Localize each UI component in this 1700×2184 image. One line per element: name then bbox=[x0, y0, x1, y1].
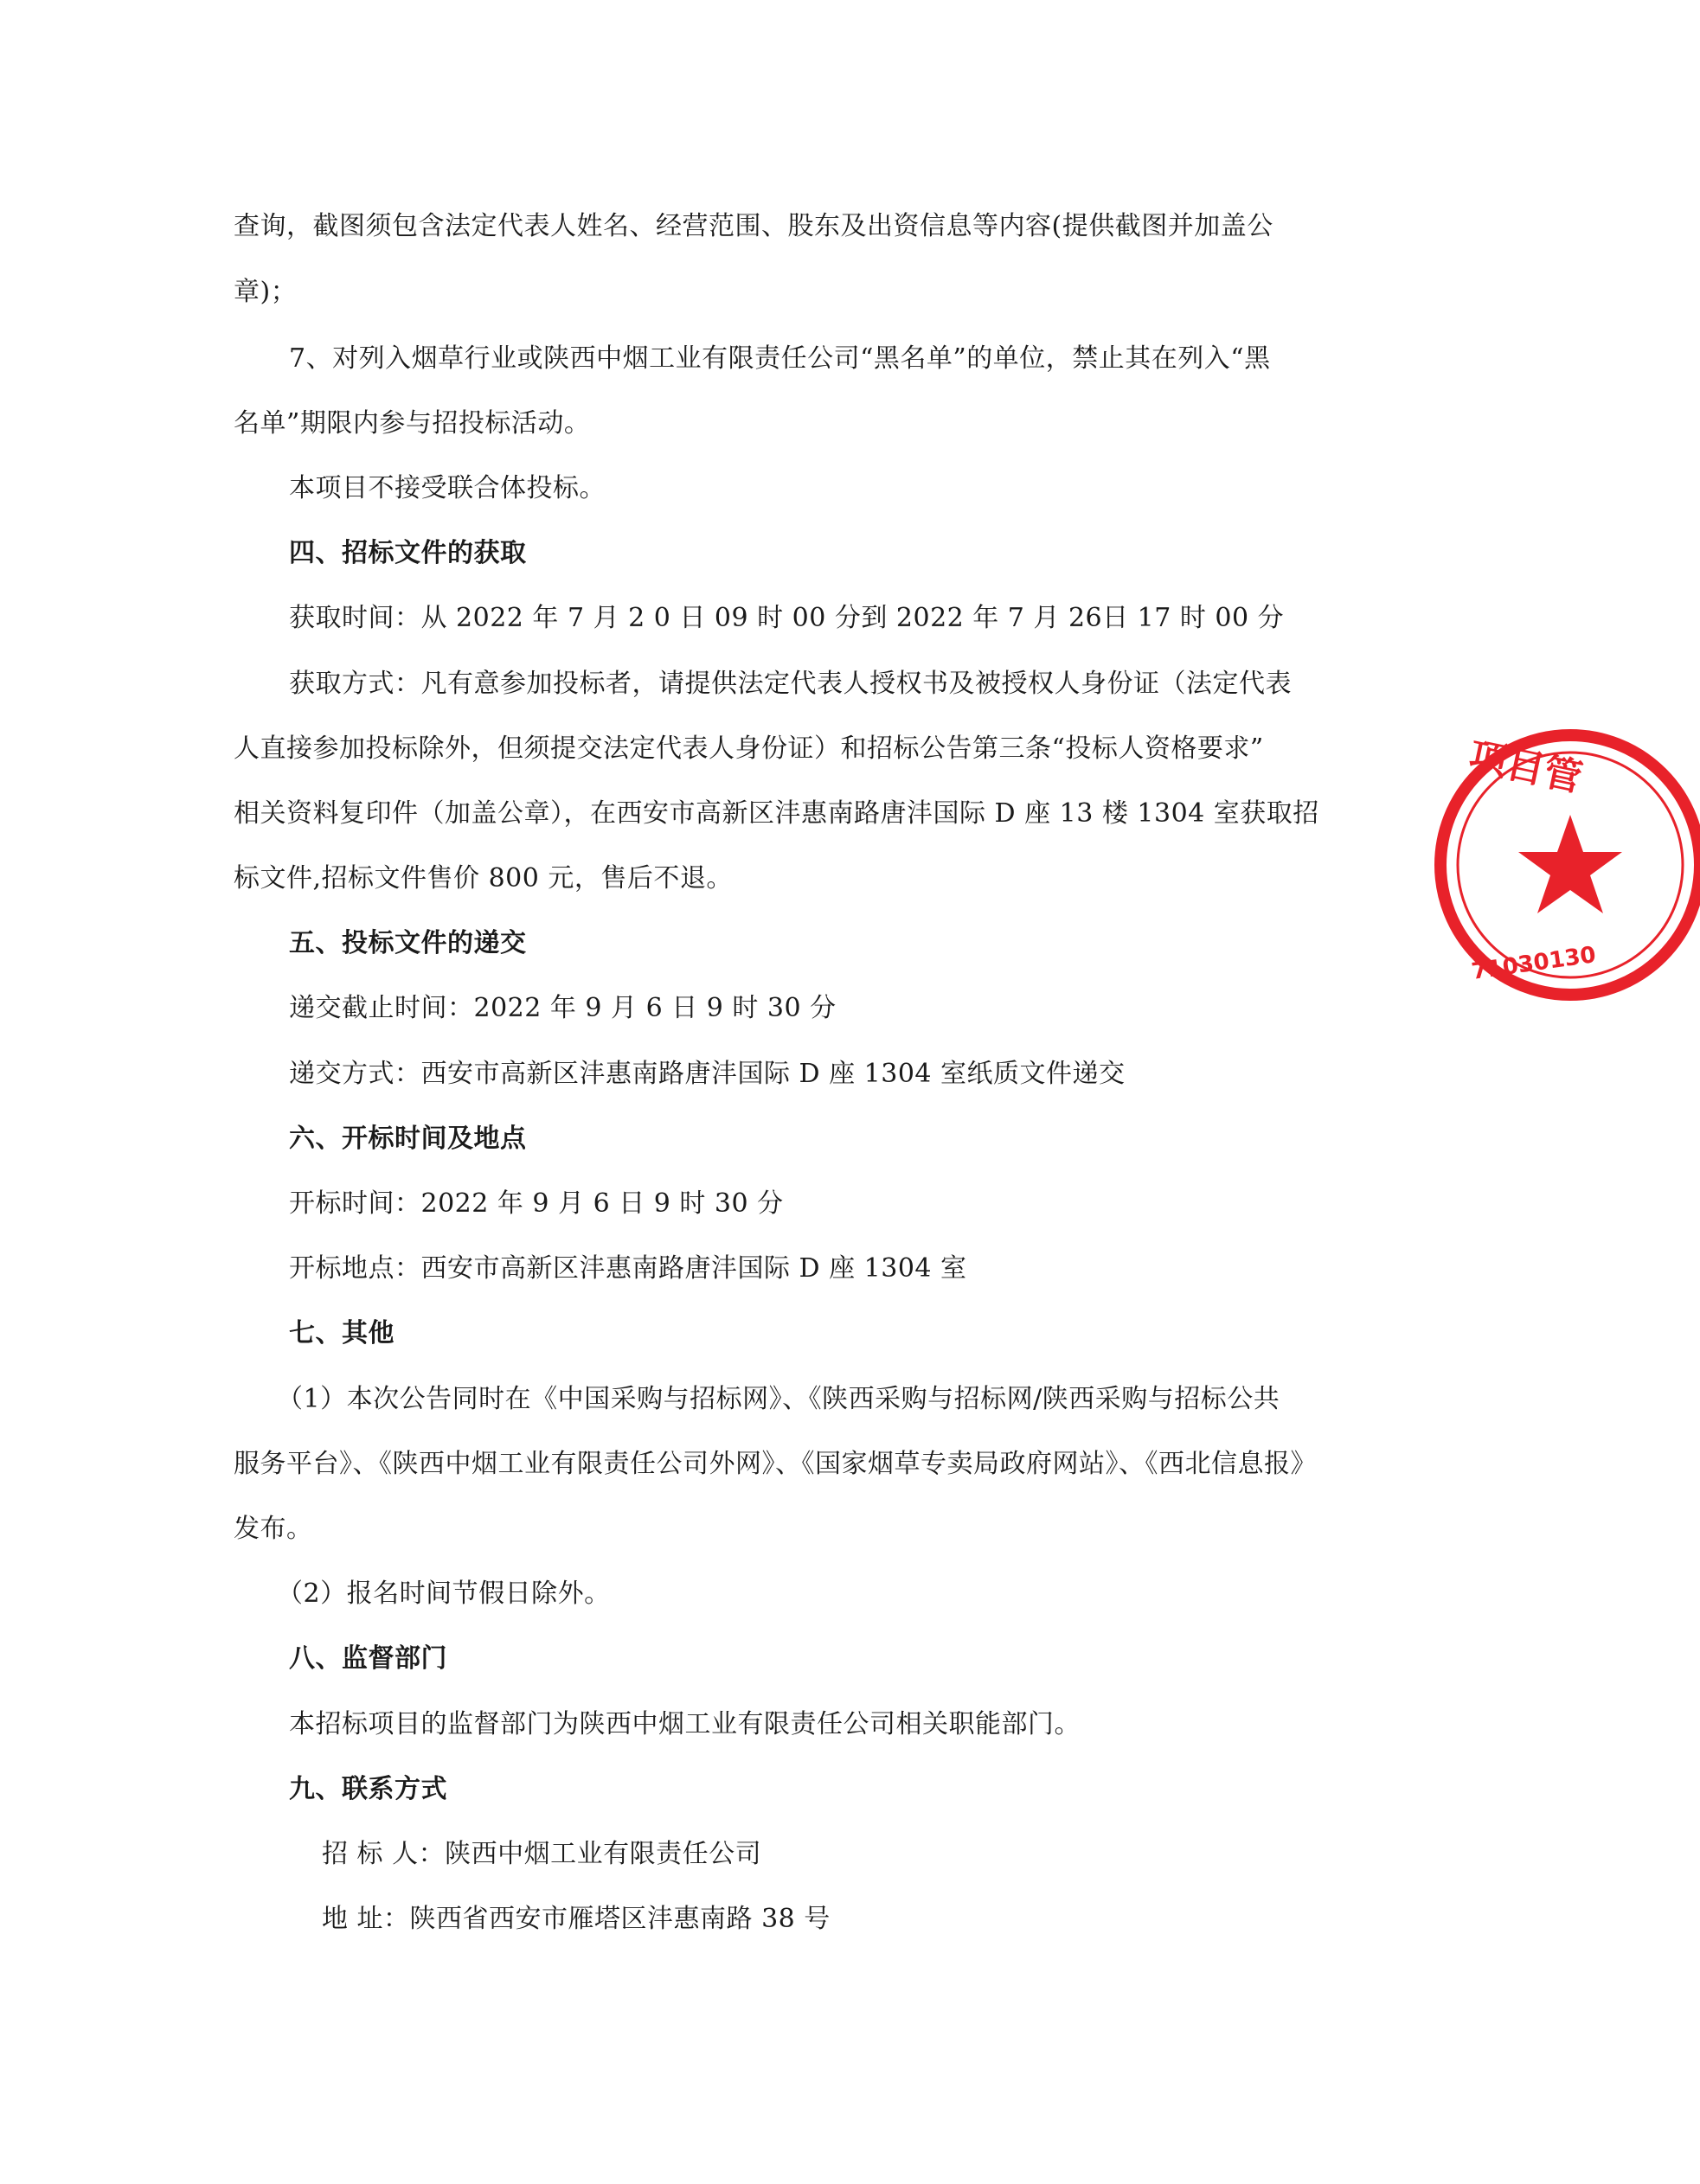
text-line: 本项目不接受联合体投标。 bbox=[289, 473, 606, 503]
seal-graphic bbox=[1440, 709, 1700, 1021]
text-line: 查询，截图须包含法定代表人姓名、经营范围、股东及出资信息等内容(提供截图并加盖公 bbox=[234, 211, 1273, 241]
section-heading: 四、招标文件的获取 bbox=[289, 538, 527, 568]
text-line: 递交截止时间：2022 年 9 月 6 日 9 时 30 分 bbox=[289, 993, 837, 1023]
section-heading: 七、其他 bbox=[289, 1318, 395, 1348]
text-line: 递交方式：西安市高新区沣惠南路唐沣国际 D 座 1304 室纸质文件递交 bbox=[289, 1059, 1126, 1089]
text-line: 7、对列入烟草行业或陕西中烟工业有限责任公司“黑名单”的单位，禁止其在列入“黑 bbox=[289, 343, 1271, 374]
text-line: 招 标 人：陕西中烟工业有限责任公司 bbox=[322, 1839, 762, 1869]
section-heading: 六、开标时间及地点 bbox=[289, 1124, 527, 1154]
section-heading: 五、投标文件的递交 bbox=[289, 928, 527, 958]
text-line: 地 址：陕西省西安市雁塔区沣惠南路 38 号 bbox=[322, 1904, 831, 1934]
official-seal bbox=[1440, 709, 1598, 1021]
text-line: 相关资料复印件（加盖公章），在西安市高新区沣惠南路唐沣国际 D 座 13 楼 1304 室获取招 bbox=[234, 798, 1319, 829]
text-line: 标文件,招标文件售价 800 元，售后不退。 bbox=[234, 863, 733, 893]
text-line: 本招标项目的监督部门为陕西中烟工业有限责任公司相关职能部门。 bbox=[289, 1709, 1081, 1739]
text-line: 获取时间：从 2022 年 7 月 2 0 日 09 时 00 分到 2022 年 7 月 26日 17 时 00 分 bbox=[289, 603, 1285, 633]
text-line: 名单”期限内参与招投标活动。 bbox=[234, 408, 591, 439]
text-line: 发布。 bbox=[234, 1514, 313, 1544]
text-line: （1）本次公告同时在《中国采购与招标网》、《陕西采购与招标网/陕西采购与招标公共 bbox=[277, 1384, 1280, 1414]
text-line: 服务平台》、《陕西中烟工业有限责任公司外网》、《国家烟草专卖局政府网站》、《西北信息报》 bbox=[234, 1449, 1317, 1479]
section-heading: 九、联系方式 bbox=[289, 1774, 447, 1804]
text-line: 开标时间：2022 年 9 月 6 日 9 时 30 分 bbox=[289, 1188, 784, 1219]
text-line: 获取方式：凡有意参加投标者，请提供法定代表人授权书及被授权人身份证（法定代表 bbox=[289, 669, 1292, 699]
text-line: 人直接参加投标除外，但须提交法定代表人身份证）和招标公告第三条“投标人资格要求” bbox=[234, 733, 1264, 764]
text-line: 章)； bbox=[234, 277, 298, 307]
text-line: 开标地点：西安市高新区沣惠南路唐沣国际 D 座 1304 室 bbox=[289, 1253, 967, 1284]
text-line: （2）报名时间节假日除外。 bbox=[277, 1579, 611, 1609]
star-icon bbox=[1518, 815, 1622, 913]
seal-top-text: 项目管 bbox=[1465, 733, 1587, 801]
section-heading: 八、监督部门 bbox=[289, 1643, 447, 1674]
seal-bottom-text: 71030130 bbox=[1470, 942, 1598, 985]
